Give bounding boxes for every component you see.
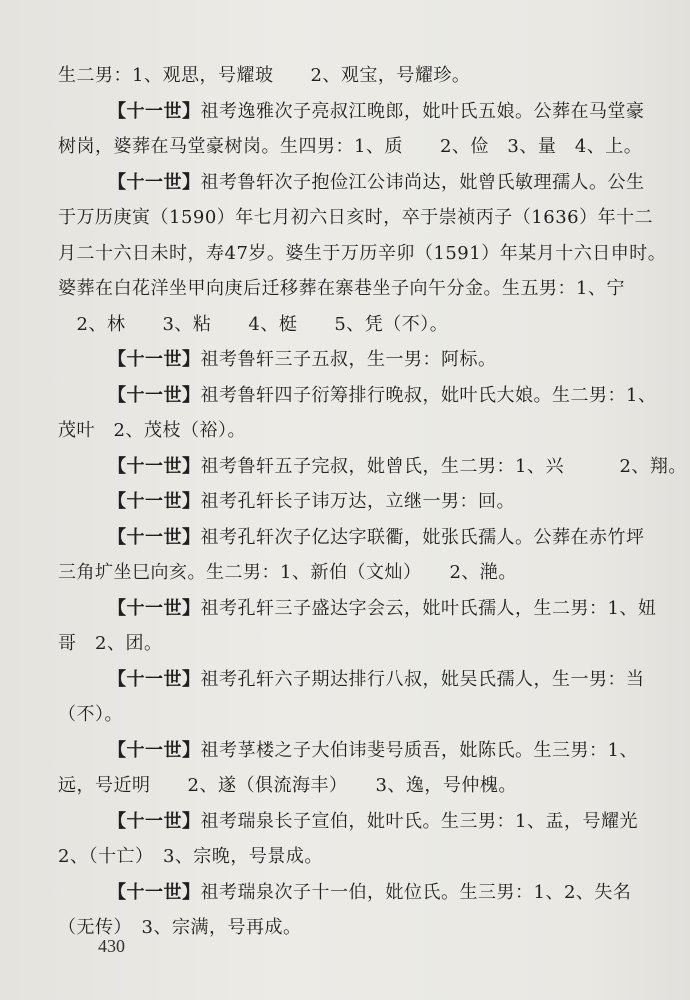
genealogy-text <box>58 58 687 946</box>
text-line <box>58 200 654 236</box>
line-text: 生二男：1、观思，号耀玻 2、观宝，号耀珍。 <box>58 65 471 86</box>
generation-tag: 【十一世】 <box>108 526 201 548</box>
text-line <box>58 484 654 520</box>
text-line <box>58 662 654 698</box>
generation-tag: 【十一世】 <box>108 384 201 406</box>
generation-tag: 【十一世】 <box>108 491 201 512</box>
line-text: 祖考逸雅次子亮叔江晚郎，妣叶氏五娘。公葬在马堂豪 <box>200 100 645 122</box>
text-line <box>58 733 654 769</box>
generation-tag: 【十一世】 <box>108 597 201 619</box>
text-line <box>58 768 654 804</box>
text-line <box>58 236 667 272</box>
text-line <box>58 449 687 485</box>
text-line <box>58 555 654 591</box>
line-text: 祖考孔轩三子盛达字会云，妣叶氏孺人，生二男：1、妞 <box>200 597 657 619</box>
text-line <box>58 875 654 911</box>
line-text: 祖考孔轩次子亿达字联衢，妣张氏孺人。公葬在赤竹坪 <box>200 526 645 548</box>
generation-tag: 【十一世】 <box>108 100 201 122</box>
line-text: 2、（十亡） 3、宗晚，号景成。 <box>58 846 323 867</box>
line-text: 月二十六日未时，寿47岁。婆生于万历辛卯（1591）年某月十六日申时。 <box>58 242 667 264</box>
generation-tag: 【十一世】 <box>108 810 201 832</box>
text-line <box>58 378 657 414</box>
line-text: 于万历庚寅（1590）年七月初六日亥时，卒于崇祯丙子（1636）年十二 <box>58 207 654 228</box>
generation-tag: 【十一世】 <box>108 668 201 690</box>
line-text: （无传） 3、宗满，号再成。 <box>58 917 302 938</box>
line-text: 祖考孔轩长子讳万达，立继一男：回。 <box>200 491 515 512</box>
line-text: （不）。 <box>58 704 123 725</box>
text-line <box>58 271 654 307</box>
line-text: 祖考孔轩六子期达排行八叔，妣吴氏孺人，生一男：当 <box>200 668 645 690</box>
text-line <box>58 591 657 627</box>
line-text: 2、林 3、粘 4、梃 5、凭（不）。 <box>58 313 449 335</box>
page-number: 430 <box>98 936 125 956</box>
text-line <box>58 129 654 165</box>
line-text: 祖考莩楼之子大伯讳斐号质吾，妣陈氏。生三男：1、 <box>200 739 638 761</box>
line-text: 祖考鲁轩四子衍筹排行晚叔，妣叶氏大娘。生二男：1、 <box>200 384 657 406</box>
line-text: 祖考鲁轩三子五叔，生一男：阿标。 <box>200 349 497 370</box>
text-line <box>58 839 654 875</box>
generation-tag: 【十一世】 <box>108 171 201 193</box>
line-text: 祖考瑞泉次子十一伯，妣位氏。生三男：1、2、失名 <box>200 881 632 903</box>
text-line <box>58 520 654 556</box>
line-text: 树岗，婆葬在马堂豪树岗。生四男：1、质 2、俭 3、量 4、上。 <box>58 136 643 157</box>
text-line <box>58 94 654 130</box>
generation-tag: 【十一世】 <box>108 881 201 903</box>
line-text: 祖考鲁轩次子抱俭江公讳尚达，妣曾氏敏理孺人。公生 <box>200 171 645 193</box>
generation-tag: 【十一世】 <box>108 455 201 477</box>
line-text: 祖考瑞泉长子宣伯，妣叶氏。生三男：1、盂，号耀光 <box>200 810 638 832</box>
text-line <box>58 342 654 378</box>
line-text: 远，号近明 2、遂（俱流海丰） 3、逸，号仲槐。 <box>58 775 517 796</box>
text-line <box>58 804 654 840</box>
generation-tag: 【十一世】 <box>108 739 201 761</box>
line-text: 哥 2、团。 <box>58 633 163 654</box>
generation-tag: 【十一世】 <box>108 349 201 370</box>
text-line <box>58 697 654 733</box>
text-line <box>58 910 654 946</box>
text-line <box>58 413 654 449</box>
text-line <box>58 626 654 662</box>
text-line <box>58 165 654 201</box>
line-text: 祖考鲁轩五子完叔，妣曾氏，生二男：1、兴 2、翔。 <box>200 455 687 477</box>
text-line <box>58 58 654 94</box>
line-text: 茂叶 2、茂枝（裕）。 <box>58 420 246 441</box>
text-line <box>58 307 654 343</box>
line-text: 三角圹坐巳向亥。生二男：1、新伯（文灿） 2、滟。 <box>58 562 517 583</box>
line-text: 婆葬在白花洋坐甲向庚后迁移葬在寨巷坐子向午分金。生五男：1、宁 <box>58 278 625 299</box>
